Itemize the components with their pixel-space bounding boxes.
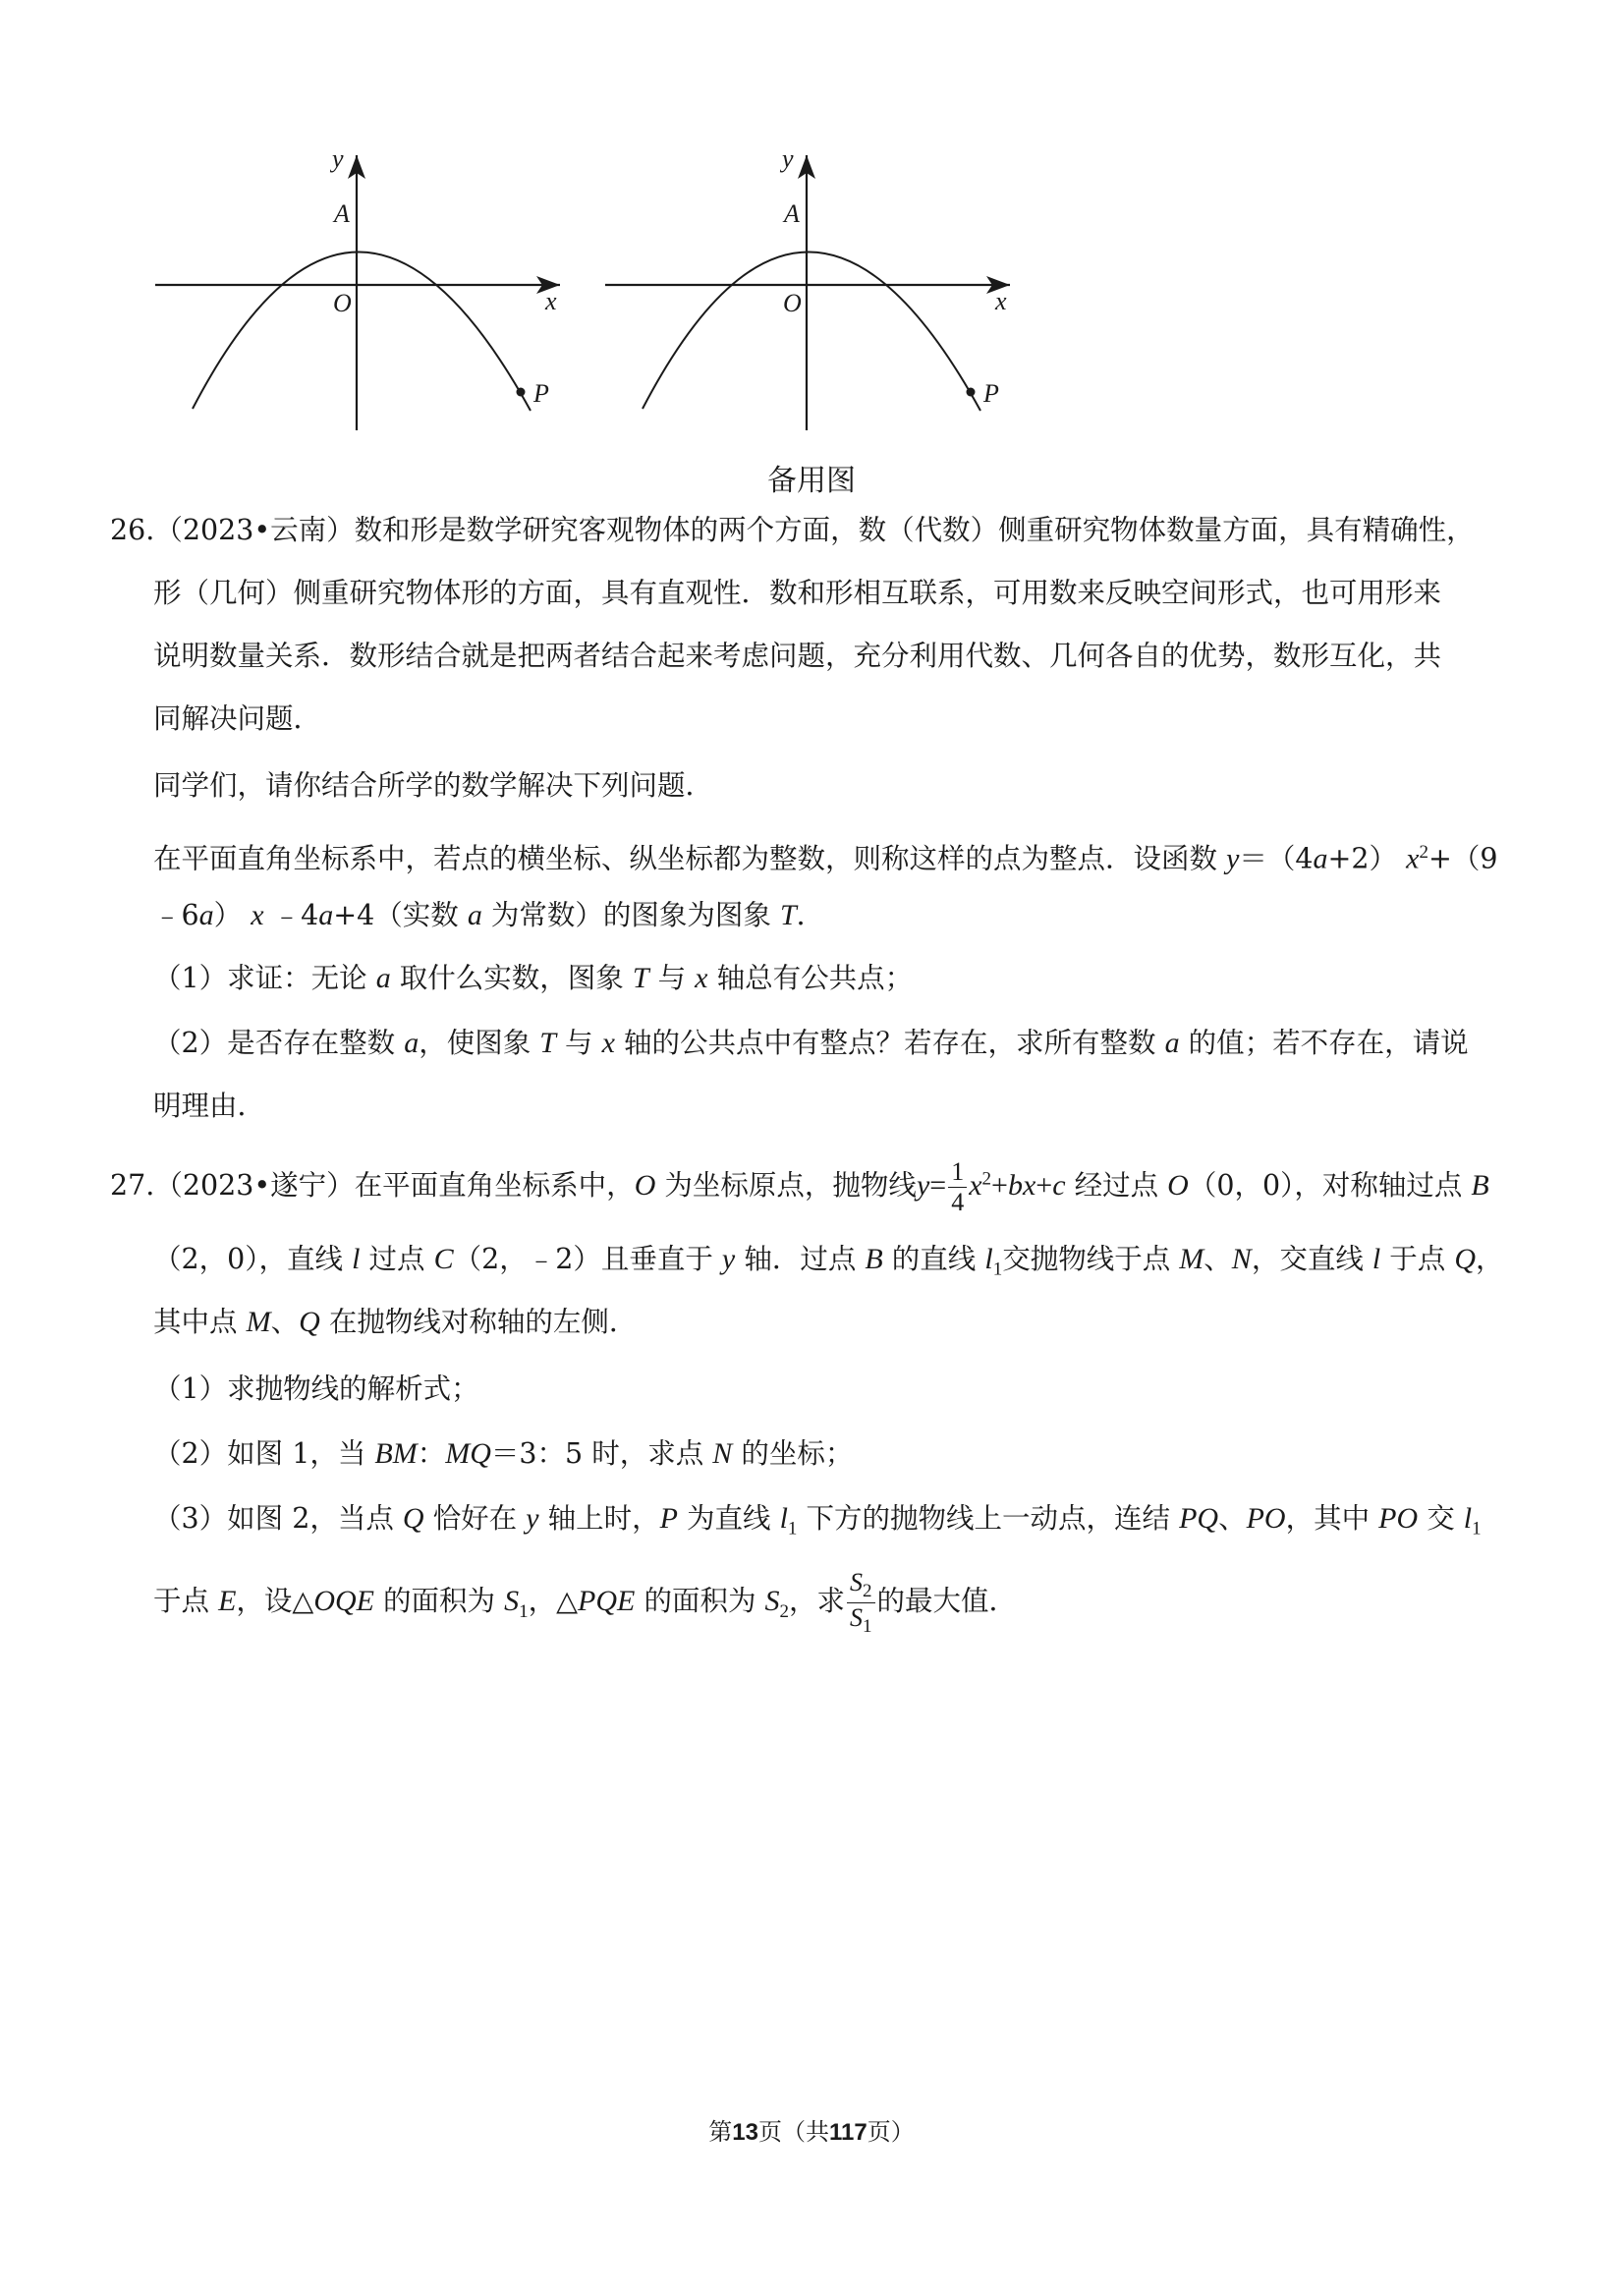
page-footer: 第13页（共117页） [708,2118,915,2146]
parabola-graph-1 [147,138,589,452]
current-page-number: 13 [732,2119,758,2146]
q27-source: （2023•遂宁） [154,1169,355,1202]
q27-sub-2: （2）如图 1，当 BM：MQ＝3：5 时，求点 N 的坐标； [153,1437,854,1470]
q27-line-1: 27.（2023•遂宁）在平面直角坐标系中，O 为坐标原点，抛物线y= $\frac{1}{4}$ $x^2+bx+c$ 经过点 O（0，0），对称轴过点 B [110,1157,1489,1216]
q27-line-2: （2，0），直线 l 过点 C（2，﹣2）且垂直于 y 轴．过点 B 的直线 $l_1$交抛物线于点 M、N，交直线 l 于点 Q， [153,1243,1504,1280]
point-p-label: P [533,379,549,408]
q27-number: 27. [110,1169,155,1202]
fraction-s2-over-s1: $\frac{S_2}{S_1}$ [847,1570,875,1636]
q26-para-3-line-1: 在平面直角坐标系中，若点的横坐标、纵坐标都为整数，则称这样的点为整点．设函数 y＝（4a+2） $x^2+(9$ [153,842,1498,875]
x-axis-label: x [545,287,557,315]
point-a-label: A [784,199,800,228]
parabola-curve [193,252,531,411]
total-page-count: 117 [828,2119,867,2146]
point-p [967,388,976,397]
y-axis-label: y [332,144,344,173]
q26-number: 26. [110,514,155,546]
point-a-label: A [334,199,350,228]
q26-line-4: 同解决问题． [153,702,322,735]
figure-graph-2 [597,138,1039,452]
origin-label: O [333,289,352,317]
figure-graph-1 [147,138,589,452]
point-p-label: P [983,379,999,408]
parabola-graph-2 [597,138,1039,452]
q26-source: （2023•云南） [154,514,355,546]
q27-line-3: 其中点 M、Q 在抛物线对称轴的左侧． [153,1306,638,1338]
q26-para-2: 同学们，请你结合所学的数学解决下列问题． [153,769,714,802]
figure-caption: 备用图 [767,464,856,498]
q26-para-3-line-2: ﹣6a） x ﹣4a+4（实数 a 为常数）的图象为图象 T． [153,899,825,931]
parabola-curve [643,252,980,411]
y-axis-label: y [782,144,794,173]
q27-sub-3-line-2: 于点 E，设△OQE 的面积为 $S_1$，△PQE 的面积为 $S_2$，求 $\frac{S_2}{S_1}$ 的最大值． [153,1568,1018,1638]
q26-sub-2-line-2: 明理由． [153,1090,266,1122]
x-axis-label: x [995,287,1007,315]
q27-sub-3-line-1: （3）如图 2，当点 Q 恰好在 y 轴上时，P 为直线 $l_1$ 下方的抛物线上一动点，连结 PQ、PO，其中 PO 交 $l_1$ [153,1502,1482,1540]
q26-sub-2-line-1: （2）是否存在整数 a，使图象 T 与 x 轴的公共点中有整点？若存在，求所有整数 a 的值；若不存在，请说 [153,1027,1469,1059]
q26-line-2: 形（几何）侧重研究物体形的方面，具有直观性．数和形相互联系，可用数来反映空间形式，也可用形来 [153,577,1442,609]
q26-line-1: 26.（2023•云南）数和形是数学研究客观物体的两个方面，数（代数）侧重研究物体数量方面，具有精确性， [110,514,1475,546]
q26-sub-1: （1）求证：无论 a 取什么实数，图象 T 与 x 轴总有公共点； [153,962,914,994]
origin-label: O [783,289,802,317]
q27-sub-1: （1）求抛物线的解析式； [153,1372,479,1405]
point-p [517,388,526,397]
q26-line-3: 说明数量关系．数形结合就是把两者结合起来考虑问题，充分利用代数、几何各自的优势，数形互化，共 [153,640,1442,672]
fraction-one-quarter: $\frac{1}{4}$ [948,1159,967,1215]
